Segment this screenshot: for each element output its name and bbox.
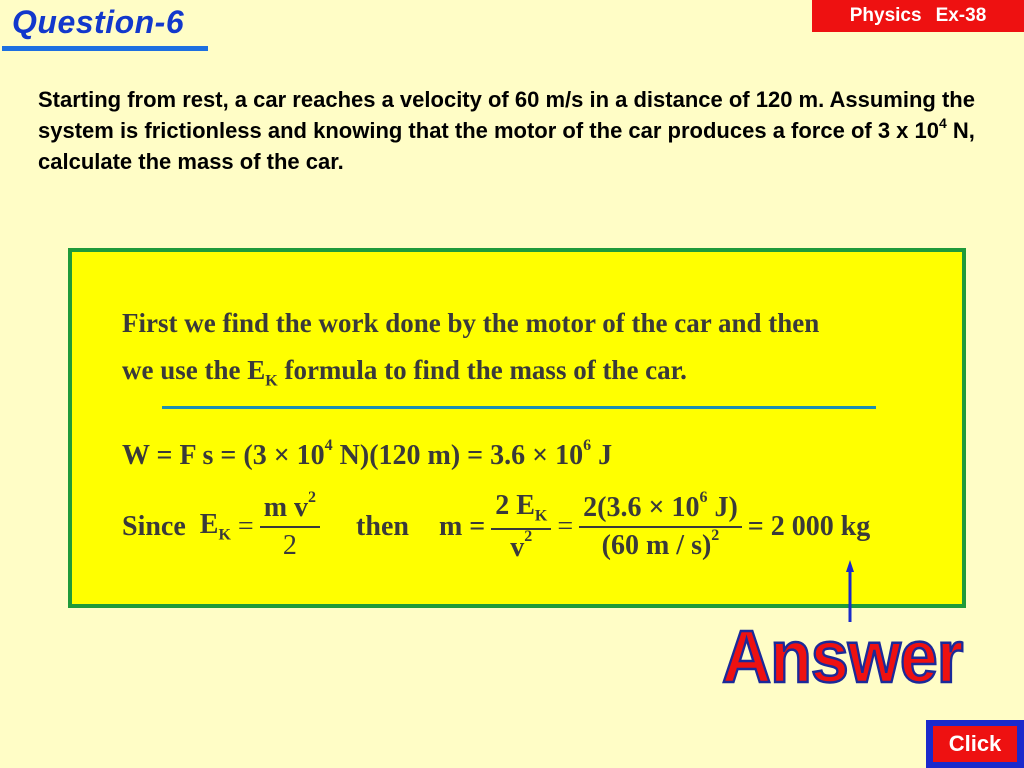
eq1-part-c: J: [591, 440, 613, 471]
solution-box: [68, 248, 966, 608]
solution-divider: [162, 406, 876, 409]
frac2-den: [510, 530, 532, 564]
click-button[interactable]: [926, 720, 1024, 768]
frac3-den-a: (60 m / s): [601, 530, 712, 561]
ek-fraction: [260, 488, 320, 562]
mass-fraction-numeric: [579, 488, 742, 562]
frac3-num-a: 2(3.6 × 10: [583, 492, 700, 523]
click-button-label: Click: [933, 726, 1017, 762]
solution-intro: [122, 300, 922, 404]
intro-line-1: First we find the work done by the motor of the car and then: [122, 308, 820, 338]
frac2-den-sup: 2: [524, 528, 533, 546]
ek-fraction-num: [260, 488, 320, 528]
mass-equation: [122, 488, 871, 563]
ek-letter: E: [199, 509, 219, 541]
problem-exponent: 4: [939, 114, 947, 131]
ek-fraction-den: 2: [282, 530, 297, 561]
badge-code: Ex-38: [935, 5, 987, 26]
frac3-den-sup: 2: [711, 526, 720, 544]
frac3-num-sup: 6: [699, 488, 708, 506]
eq1-part-b: N)(120 m) = 3.6 × 10: [332, 440, 584, 471]
frac2-num: [491, 490, 551, 530]
then-word: then: [356, 511, 409, 542]
intro-line-2-sub: K: [265, 372, 278, 390]
frac1-num-sup: 2: [308, 488, 317, 506]
frac3-num: [579, 488, 742, 528]
eq1-part-a: W = F s = (3 × 10: [122, 440, 325, 471]
eq1-exp-2: 6: [583, 436, 592, 454]
answer-label: Answer: [722, 615, 963, 698]
frac2-num-text: 2 E: [495, 490, 535, 522]
frac1-num-text: m v: [263, 492, 309, 523]
frac2-den-text: v: [510, 531, 525, 563]
title-underline: [2, 46, 208, 51]
intro-line-2-a: we use the E: [122, 355, 266, 385]
question-title: Question-6: [12, 4, 185, 40]
m-equals: m =: [438, 511, 486, 542]
mass-fraction-symbolic: [491, 490, 551, 564]
problem-statement: [38, 84, 998, 177]
work-equation: [122, 436, 613, 472]
intro-line-2-b: formula to find the mass of the car.: [277, 355, 687, 385]
ek-symbol: [200, 509, 231, 545]
eq1-exp-1: 4: [324, 436, 333, 454]
frac3-den: [602, 528, 720, 562]
equals-1: =: [237, 511, 254, 542]
problem-text-1: Starting from rest, a car reaches a velocity of 60 m/s in a distance of 120 m. Assuming the system is frictionless and knowing that the motor of the car produces a force of 3 x 10: [38, 87, 975, 143]
answer-arrow-icon: [846, 560, 854, 622]
badge-subject: Physics: [849, 5, 922, 26]
equals-2: =: [557, 511, 574, 542]
since-word: Since: [122, 511, 186, 542]
ek-sub: K: [218, 526, 231, 544]
frac2-num-sub: K: [534, 507, 548, 525]
frac3-num-b: J): [707, 492, 738, 523]
intro-line-2: [122, 347, 922, 404]
problem-text-2: N, calculate the mass of the car.: [38, 118, 975, 174]
mass-result: = 2 000 kg: [747, 511, 871, 542]
subject-badge: [812, 0, 1024, 32]
